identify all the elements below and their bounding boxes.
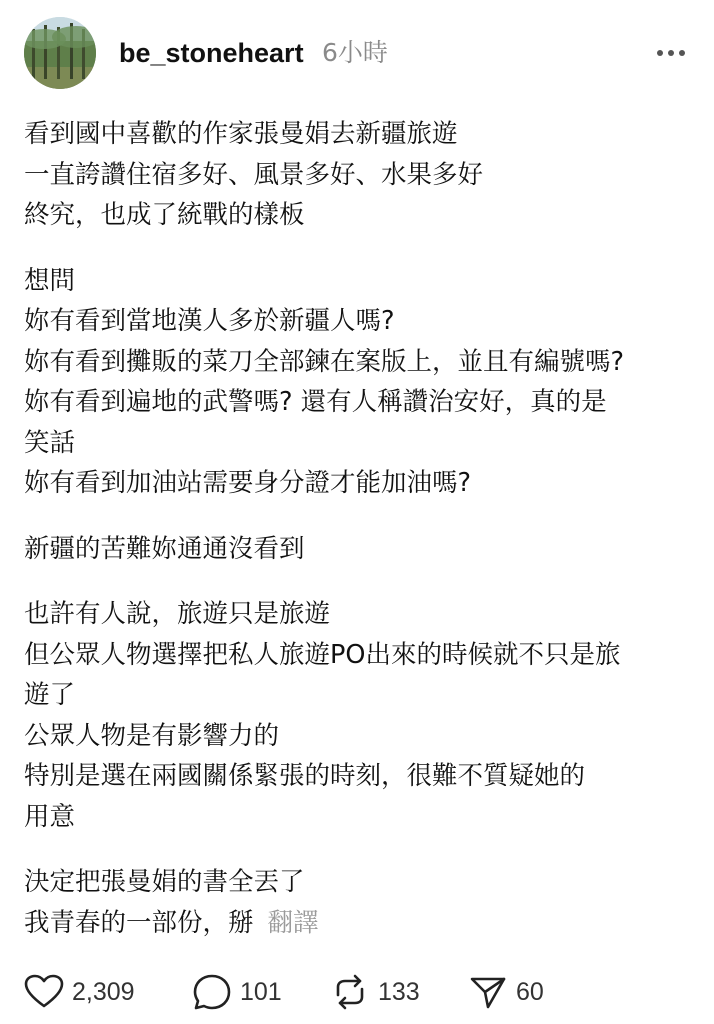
- username[interactable]: be_stoneheart: [119, 38, 304, 68]
- share-count: 60: [516, 977, 544, 1006]
- post-text-line: 新疆的苦難妳通通沒看到: [24, 533, 305, 564]
- post-header: [0, 0, 714, 105]
- reply-count: 101: [240, 977, 282, 1006]
- reply-button[interactable]: [192, 966, 282, 1018]
- post-text-fragment: 我青春的一部份，掰: [24, 907, 254, 938]
- post-text-line: 但公眾人物選擇把私人旅遊PO出來的時候就不只是旅: [24, 639, 621, 670]
- timestamp: 6小時: [322, 38, 388, 67]
- post-text-line: 特別是選在兩國關係緊張的時刻，很難不質疑她的: [24, 761, 586, 791]
- avatar[interactable]: [24, 17, 96, 89]
- paragraph: [24, 862, 696, 943]
- like-button[interactable]: [24, 966, 135, 1018]
- send-icon: [468, 973, 508, 1011]
- post-text-line: 妳有看到遍地的武警嗎? 還有人稱讚治安好，真的是: [24, 387, 607, 417]
- repost-icon: [330, 973, 370, 1011]
- post-text-line-last: [24, 903, 696, 944]
- post-text-line: 終究，也成了統戰的樣板: [24, 200, 305, 230]
- heart-icon: [24, 974, 64, 1010]
- paragraph: [24, 114, 696, 236]
- paragraph: [24, 529, 696, 570]
- post-text-line: 妳有看到攤販的菜刀全部鍊在案版上，並且有編號嗎?: [24, 346, 625, 377]
- post-text-line: 看到國中喜歡的作家張曼娟去新疆旅遊: [24, 119, 458, 149]
- share-button[interactable]: [468, 966, 544, 1018]
- post-text-line: 笑話: [24, 427, 76, 458]
- forest-avatar-icon: [24, 17, 96, 89]
- post-text-line: 妳有看到當地漢人多於新疆人嗎?: [24, 306, 395, 336]
- action-bar: [0, 966, 714, 1018]
- more-horizontal-icon[interactable]: [654, 40, 688, 66]
- repost-button[interactable]: [330, 966, 420, 1018]
- post-text-line: 用意: [24, 801, 76, 832]
- like-count: 2,309: [72, 977, 135, 1006]
- post-text-line: 公眾人物是有影響力的: [24, 720, 280, 751]
- translate-link[interactable]: 翻譯: [267, 907, 319, 938]
- paragraph: [24, 261, 696, 504]
- paragraph: [24, 594, 696, 837]
- comment-icon: [192, 973, 232, 1011]
- post-text-line: 遊了: [24, 680, 76, 710]
- repost-count: 133: [378, 977, 420, 1006]
- post-text-line: 一直誇讚住宿多好、風景多好、水果多好: [24, 159, 484, 190]
- post-text-line: 也許有人說，旅遊只是旅遊: [24, 599, 331, 629]
- post-text-line: 妳有看到加油站需要身分證才能加油嗎?: [24, 468, 472, 498]
- post-body: [24, 114, 696, 968]
- post-text-line: 想問: [24, 265, 76, 296]
- post-text-line: 決定把張曼娟的書全丟了: [24, 867, 305, 897]
